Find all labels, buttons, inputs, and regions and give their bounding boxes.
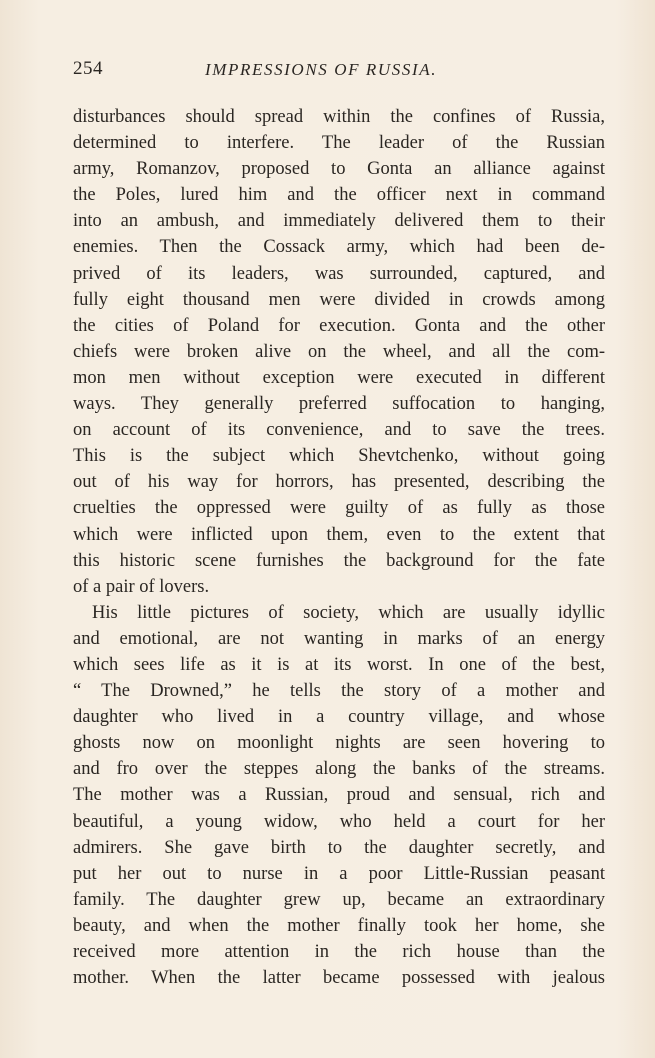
text-line: daughter who lived in a country village, and whose: [73, 707, 605, 728]
text-line: which sees life as it is at its worst. In one of the best,: [73, 654, 605, 675]
text-line: enemies. Then the Cossack army, which had been de-: [73, 237, 605, 258]
text-line: put her out to nurse in a poor Little-Russian peasant: [73, 863, 605, 884]
body-text: [73, 104, 605, 991]
text-line: received more attention in the rich house than the: [73, 942, 605, 962]
text-line: This is the subject which Shevtchenko, without going: [73, 446, 605, 467]
text-line: this historic scene furnishes the background for the fate: [73, 550, 605, 571]
text-line: beauty, and when the mother finally took her home, she: [73, 915, 605, 936]
text-line: cruelties the oppressed were guilty of as fully as those: [73, 498, 605, 519]
text-line: ways. They generally preferred suffocation to hanging,: [73, 394, 605, 415]
text-line: “ The Drowned,” he tells the story of a mother and: [73, 681, 605, 702]
text-line: army, Romanzov, proposed to Gonta an alliance against: [73, 159, 605, 180]
text-line: the cities of Poland for execution. Gonta and the other: [73, 315, 605, 336]
text-line: His little pictures of society, which are usually idyllic: [92, 602, 605, 623]
text-line: and fro over the steppes along the banks of the streams.: [73, 759, 605, 780]
text-line: the Poles, lured him and the officer next in command: [73, 185, 605, 206]
text-line: and emotional, are not wanting in marks of an energy: [73, 628, 605, 649]
text-line: disturbances should spread within the confines of Russia,: [73, 107, 605, 127]
text-line: mon men without exception were executed in different: [73, 367, 605, 388]
text-line: mother. When the latter became possessed with jealous: [73, 968, 605, 989]
text-line: chiefs were broken alive on the wheel, and all the com-: [73, 341, 605, 362]
text-line: prived of its leaders, was surrounded, captured, and: [73, 263, 605, 284]
text-line: family. The daughter grew up, became an extraordinary: [73, 889, 605, 910]
page-header: [73, 58, 605, 84]
text-line: beautiful, a young widow, who held a court for her: [73, 811, 605, 832]
text-line: out of his way for horrors, has presented, describing the: [73, 472, 605, 493]
page-number: 254: [73, 58, 103, 79]
text-line: fully eight thousand men were divided in crowds among: [73, 289, 605, 310]
text-line: into an ambush, and immediately delivered them to their: [73, 211, 605, 232]
text-line: determined to interfere. The leader of the Russian: [73, 133, 605, 154]
text-line: ghosts now on moonlight nights are seen hovering to: [73, 733, 605, 754]
running-head: IMPRESSIONS OF RUSSIA.: [205, 60, 438, 79]
text-line: The mother was a Russian, proud and sensual, rich and: [73, 785, 605, 806]
text-line: on account of its convenience, and to save the trees.: [73, 420, 605, 441]
text-line: admirers. She gave birth to the daughter secretly, and: [73, 837, 605, 858]
text-line: of a pair of lovers.: [73, 576, 210, 597]
text-line: which were inflicted upon them, even to the extent that: [73, 524, 605, 545]
